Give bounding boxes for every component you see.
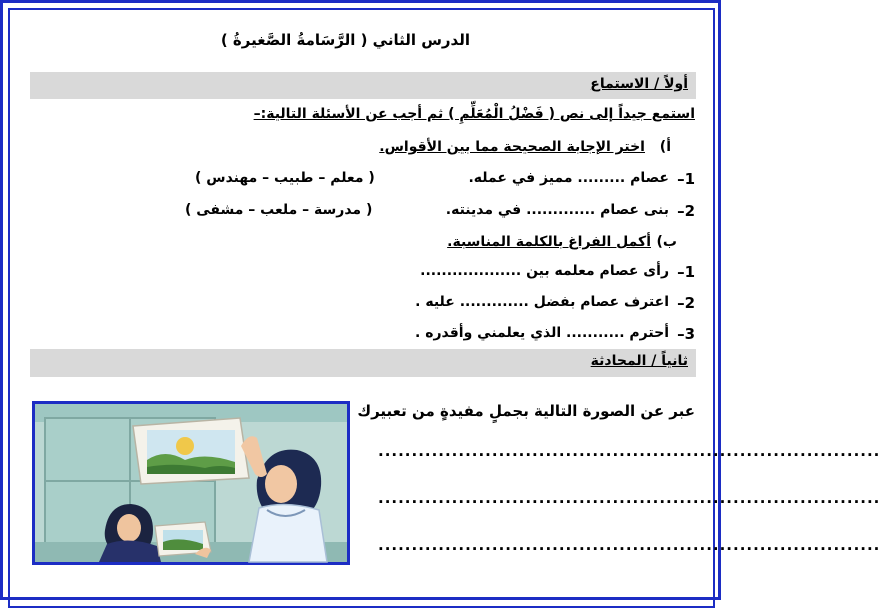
part-b-title: أكمل الفراغ بالكلمة المناسبة.	[447, 234, 651, 250]
woman-and-girl-illustration	[35, 404, 347, 562]
question-a2-text: بنى عصام ............. في مدينته.	[445, 202, 669, 218]
question-a1-text: عصام ......... مميز في عمله.	[468, 170, 669, 186]
section-2-heading: ثانياً / المحادثة	[590, 353, 688, 369]
question-b2-number: 2–	[677, 294, 695, 312]
question-a1-number: 1–	[677, 170, 695, 188]
conversation-picture	[32, 401, 350, 565]
conversation-prompt: عبر عن الصورة التالية بجملٍ مفيدةٍ من تعبيرك	[357, 402, 695, 420]
part-a-title: اختر الإجابة الصحيحة مما بين الأقواس.	[379, 139, 645, 155]
section-1-heading: أولاً / الاستماع	[590, 76, 688, 92]
question-b1-text: رأى عصام معلمه بين ...................	[420, 263, 669, 279]
part-a-label: أ)	[659, 139, 671, 155]
answer-line-3[interactable]: ...........................................................................	[378, 536, 880, 554]
question-b1-number: 1–	[677, 263, 695, 281]
question-a2-choices: ( مدرسة – ملعب – مشفى )	[185, 202, 373, 218]
section-1-header	[30, 72, 696, 99]
listening-instruction: استمع جيداً إلى نص ( فَضْلُ الْمُعَلِّمِ ) ثم أجب عن الأسئلة التالية:–	[253, 106, 695, 122]
question-a2-number: 2–	[677, 202, 695, 220]
lesson-title: الدرس الثاني ( الرَّسَامةُ الصَّغيرةُ )	[220, 31, 470, 49]
question-a1-choices: ( معلم – طبيب – مهندس )	[195, 170, 375, 186]
question-b3-text: أحترم ........... الذي يعلمني وأقدره .	[415, 325, 669, 341]
answer-line-1[interactable]: ...........................................................................	[378, 442, 880, 460]
question-b3-number: 3–	[677, 325, 695, 343]
answer-line-2[interactable]: ...........................................................................	[378, 489, 880, 507]
part-b-label: ب)	[656, 234, 677, 250]
question-b2-text: اعترف عصام بفضل ............. عليه .	[415, 294, 669, 310]
section-2-header	[30, 349, 696, 377]
